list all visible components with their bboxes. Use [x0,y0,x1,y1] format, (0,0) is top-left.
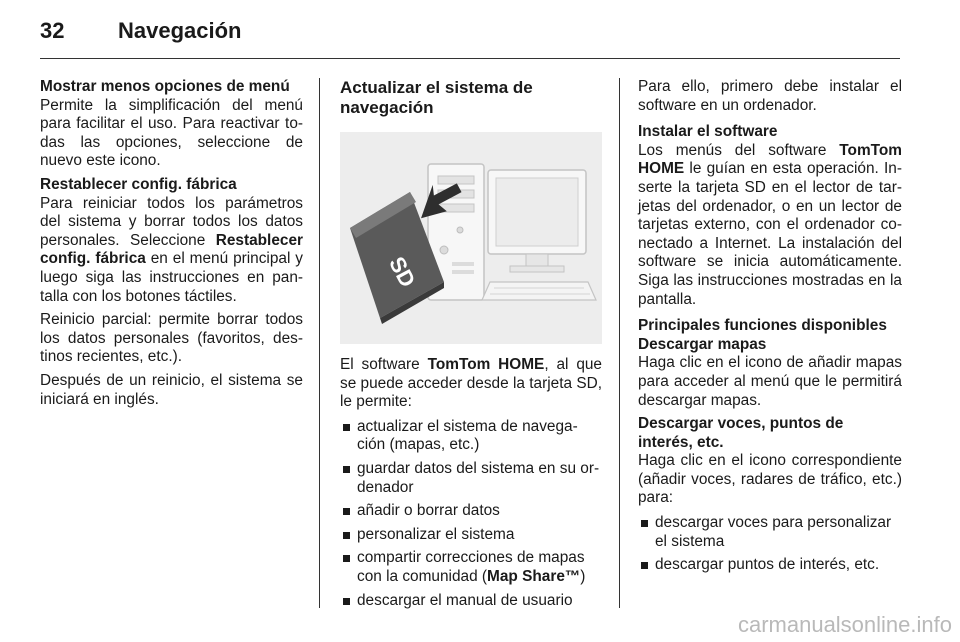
page-number: 32 [40,18,65,43]
column-divider [619,78,620,608]
column-middle [340,78,602,615]
paragraph-after-reset: Después de un reinicio, el sistema se iniciará en inglés. [40,371,303,408]
column-divider [319,78,320,608]
list-item: actualizar el sistema de navega-ción (mapas, etc.) [340,418,602,455]
bullet-square-icon [641,562,648,569]
paragraph-install-software: Los menús del software TomTom HOME le guían en esta operación. In-serte la tarjeta SD en el lector de tar-jetas del ordenador, o en un lector de tarjetas externo, con el ordenador co-nectado a Internet. La instalación del software se inicia automáticamente. Siga las instrucciones mostradas en la pantalla. [638,141,902,308]
sd-card-label: SD [384,252,421,292]
feature-list [340,418,602,610]
paragraph-download-maps: Haga clic en el icono de añadir mapas para acceder al menú que le permitirá descargar mapas. [638,354,902,409]
bullet-square-icon [641,520,648,527]
bullet-square-icon [343,555,350,562]
list-item: descargar el manual de usuario [340,592,602,611]
heading-factory-reset: Restablecer config. fábrica [40,175,237,193]
section-title-update: Actualizar el sistema de navegación [340,78,533,117]
list-item: descargar voces para personalizar el sistema [638,514,902,551]
page-header [40,14,900,59]
bullet-square-icon [343,424,350,431]
bullet-square-icon [343,598,350,605]
page-title: Navegación [118,18,242,43]
paragraph-install-first: Para ello, primero debe instalar el software en un ordenador. [638,78,902,114]
list-item: añadir o borrar datos [340,502,602,521]
paragraph-partial-reset: Reinicio parcial: permite borrar todos los datos personales (favoritos, des-tinos recientes, etc.). [40,311,303,366]
list-item: personalizar el sistema [340,526,602,545]
paragraph-download-voices: Haga clic en el icono correspondiente (añadir voces, radares de tráfico, etc.) para: [638,452,902,507]
bullet-square-icon [343,532,350,539]
heading-download-voices: Descargar voces, puntos de interés, etc. [638,415,844,451]
list-item: guardar datos del sistema en su or-denador [340,460,602,497]
heading-install-software: Instalar el software [638,123,778,141]
keyboard-icon [482,282,596,300]
heading-menu-options: Mostrar menos opciones de menú [40,78,290,95]
heading-download-maps: Descargar mapas [638,335,767,353]
download-list [638,514,902,575]
list-item: compartir correcciones de mapas con la comunidad (Map Share™) [340,549,602,586]
bullet-square-icon [343,508,350,515]
heading-main-functions: Principales funciones disponibles [638,317,887,335]
column-left [40,78,303,414]
sd-card-computer-illustration [340,132,602,344]
bullet-square-icon [343,466,350,473]
list-item: descargar puntos de interés, etc. [638,556,902,575]
paragraph-menu-options: Permite la simplificación del menú para facilitar el uso. Para reactivar to-das las opciones, seleccione de nuevo este icono. [40,96,303,170]
monitor-icon [488,170,586,272]
column-right [638,78,902,580]
paragraph-tomtom-intro: El software TomTom HOME, al que se puede acceder desde la tarjeta SD, le permite: [340,356,602,411]
watermark: carmanualsonline.info [737,612,952,637]
paragraph-factory-reset: Para reiniciar todos los parámetros del sistema y borrar todos los datos personales. Seleccione Restablecer config. fábrica en el menú principal y luego siga las instrucciones en pan-talla con los botones táctiles. [40,194,303,305]
